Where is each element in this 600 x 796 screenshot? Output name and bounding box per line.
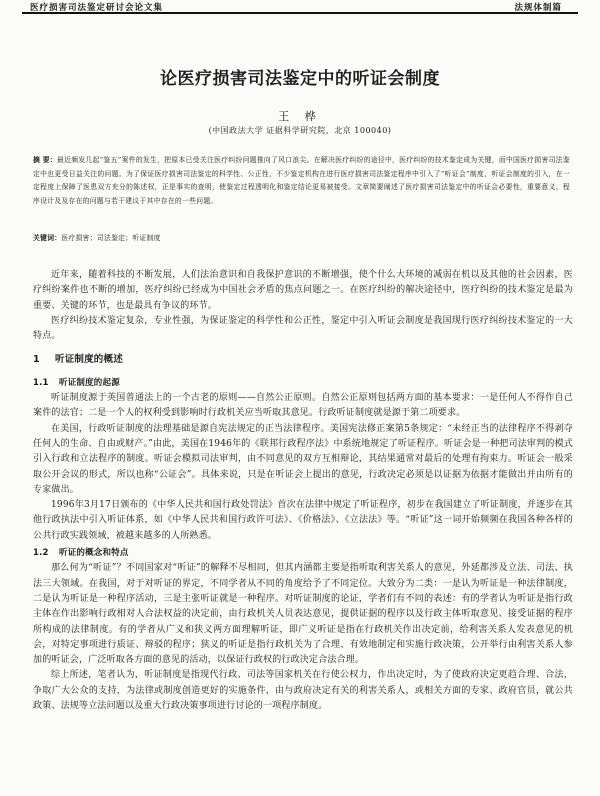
keywords-text: 医疗损害；司法鉴定；听证制度 [61,234,161,242]
body-paragraph: 综上所述，笔者认为，听证制度是指现代行政、司法等国家机关在行使公权力，作出决定时，为了使政府决定更趋合理、合法，争取广大公众的支持，为法律或制度创造更好的实施条件，由与政府决定有关的利害关系人，或相关方面的专家、政府官员，就公共政策、法规等立法问题以及重大行政决策事项进行讨论的一项程序制度。 [33,670,573,712]
abstract [33,154,570,208]
keywords-label: 关键词： [33,234,62,242]
abstract-text: 最近频发几起“鉴五”案件的发生，把原本已受关注医疗纠纷问题推向了风口浪尖。在解决医疗纠纷的途径中，医疗纠纷的技术鉴定成为关键，而中国医疗损害司法鉴定中也更受日益关注的问题。为了保证医疗损害司法鉴定的科学性、公正性，不少鉴定机构在进行医疗损害司法鉴定程序中引入了“听证会”制度，听证会制度的引入，在一定程度上保障了医患双方充分的陈述权，正是事实的查明，使鉴定过程透明化和鉴定结论更易被接受。文章简要阐述了医疗损害司法鉴定中的听证会必要性，重要意义，程序设计及及存在的问题与若干建议于其中存在的一些问题。 [33,156,570,205]
section-number: 1 [33,354,40,366]
abstract-label: 摘 要： [33,156,58,164]
paper-title: 论医疗损害司法鉴定中的听证会制度 [160,69,440,89]
body-paragraph: 在美国，行政听证制度的法理基础是源自宪法规定的正当法律程序。美国宪法修正案第5条规定：“未经正当的法律程序不得剥夺任何人的生命、自由或财产。”由此，美国在1946年的《联邦行政程序法》中系统地规定了听证程序。听证会是一种把司法审判的模式引入行政和立法程序的制度。听证会模拟司法审判，由不同意见的双方互相辩论，其结果通常对最后的处理有拘束力。听证会一般采取公开会议的形式，所以也称“公证会”。具体来说，只是在听证会上提出的意见，行政决定必须是以证据为依据才能做出并由所有的专家做出。 [33,423,573,495]
body-paragraph: 1996年3月17日颁布的《中华人民共和国行政处罚法》首次在法律中规定了听证程序，初步在我国建立了听证制度，并逐步在其他行政执法中引入听证体系，如《中华人民共和国行政许可法》、《价格法》、《立法法》等。“听证”这一词开始频频在我国各种各样的公共行政实践领域，被越来越多的人所熟悉。 [33,500,573,541]
subsection-heading-1-1 [33,376,573,391]
section-title: 听证制度的概述 [55,354,123,366]
subsection-number: 1.1 [33,377,49,388]
running-header [0,0,600,14]
running-header-section: 法规体制篇 [514,3,562,13]
subsection-title: 听证的概念和特点 [59,548,129,559]
keywords [33,232,570,244]
subsection-title: 听证制度的起源 [59,377,120,388]
section-heading-1 [33,352,573,367]
intro-paragraph: 医疗纠纷技术鉴定复杂，专业性强，为保证鉴定的科学性和公正性，鉴定中引入听证会制度是我国现行医疗纠纷技术鉴定的一大特点。 [33,315,573,342]
paper-affiliation: (中国政法大学 证据科学研究院，北京 100040) [208,126,392,135]
body-paragraph: 听证制度源于英国普通法上的一个古老的原则——自然公正原则。自然公正原则包括两方面的基本要求：一是任何人不得作自己案件的法官；二是一个人的权利受到影响时行政机关应当听取其意见。行政听证制度就是源于第二项要求。 [33,393,573,419]
subsection-heading-1-2 [33,546,573,561]
body-paragraph: 那么何为“听证”？不同国家对“听证”的解释不尽相同，但其内涵都主要是指听取利害关系人的意见，外延都涉及立法、司法、执法三大领域。在我国，对于对听证的界定，不同学者从不同的角度给予了不同定位。大致分为二类：一是认为听证是一种法律制度，二是认为听证是一种程序活动，三是主张听证就是一种程序。对听证制度的论证，学者们有不同的表述：有的学者认为听证是指行政主体在作出影响行政相对人合法权益的决定前，由行政机关人员表达意见，提供证据的程序以及行政主体听取意见、接受证据的程序所构成的法律制度。有的学者从广义和狭义两方面理解听证，即广义听证是指在行政机关作出决定前，给利害关系人发表意见的机会，对特定事项进行质证、辩驳的程序；狭义的听证是指行政机关为了合理、有效地制定和实施行政决策，公开举行由利害关系人参加的听证会，广泛听取各方面的意见的活动，以保证行政权的行政决定合法合理。 [33,563,573,666]
paper-author: 王 桦 [278,110,322,123]
header-rule [22,12,578,14]
running-header-journal: 医疗损害司法鉴定研讨会论文集 [30,3,164,13]
subsection-number: 1.2 [33,548,49,559]
intro-paragraph: 近年来，随着科技的不断发展，人们法治意识和自我保护意识的不断增强，使个什么大环境的减弱在机以及其他的社会因素，医疗纠纷案件也不断的增加，医疗纠纷已经成为中国社会矛盾的焦点问题之一。在医疗纠纷的解决途径中，医疗纠纷的技术鉴定是最为重要、关键的环节，也是最具有争议的环节。 [33,270,573,311]
body-text [33,268,573,714]
